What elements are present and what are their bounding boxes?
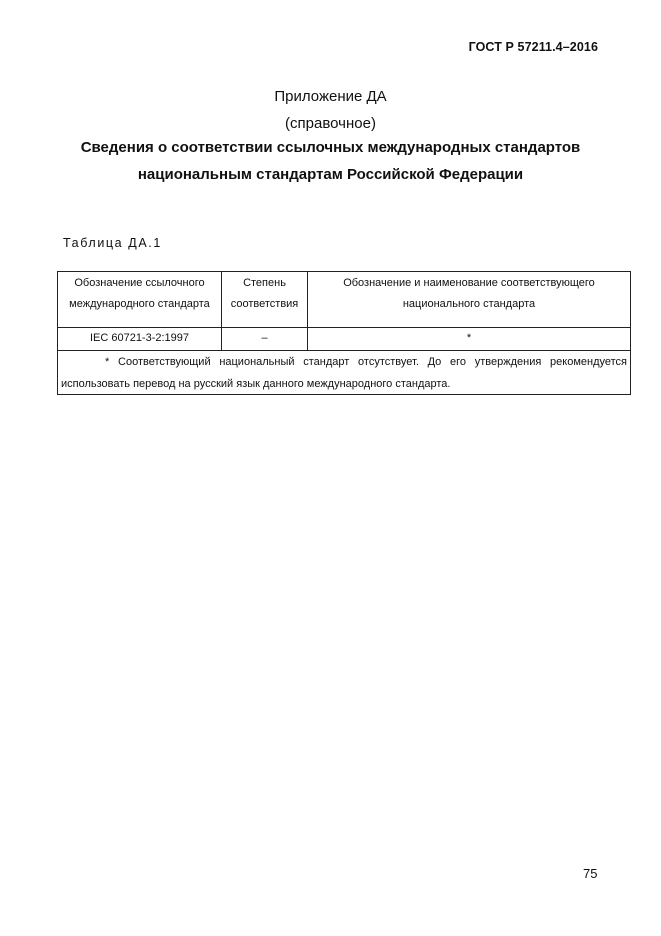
column-header-line: Обозначение ссылочного	[74, 277, 205, 289]
standards-table	[57, 271, 631, 395]
column-header-line: соответствия	[230, 298, 299, 310]
table-divider	[307, 272, 308, 351]
column-header-line: национального стандарта	[402, 298, 536, 310]
table-cell-degree: –	[261, 332, 268, 344]
column-header-national-standard	[308, 272, 630, 328]
column-header-line: международного стандарта	[69, 298, 210, 310]
column-header-degree	[221, 272, 308, 328]
document-code: ГОСТ Р 57211.4–2016	[468, 40, 598, 54]
column-header-line: Обозначение и наименование соответствующего	[343, 277, 595, 289]
page-number: 75	[583, 866, 598, 881]
table-caption: Таблица ДА.1	[63, 236, 162, 250]
appendix-heading-line2: национальным стандартам Российской Федерации	[137, 166, 524, 183]
appendix-title: Приложение ДА	[274, 88, 387, 105]
column-header-line: Степень	[243, 277, 286, 289]
table-cell-national-standard: *	[466, 332, 472, 344]
table-divider	[58, 327, 630, 328]
table-divider	[221, 272, 222, 351]
table-footnote: * Соответствующий национальный стандарт отсутствует. До его утверждения рекомендуется использовать перевод на русский язык данного международного стандарта.	[61, 356, 627, 390]
table-cell-international-standard: IEC 60721-3-2:1997	[89, 332, 190, 344]
appendix-heading-line1: Сведения о соответствии ссылочных международных стандартов	[80, 139, 581, 156]
appendix-subtitle: (справочное)	[285, 115, 376, 132]
column-header-international-standard	[58, 272, 221, 328]
